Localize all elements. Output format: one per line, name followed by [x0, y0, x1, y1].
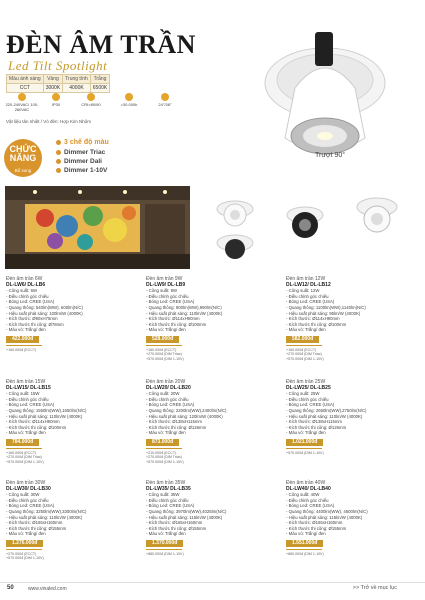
spec-line: - Bóng Led: CREE (USA)	[286, 503, 335, 509]
cct-header-cell: Trung tính	[63, 75, 91, 84]
product-code: DL-LW25/ DL-LB25	[286, 384, 331, 391]
price-option: +270.000đ (ECCT)	[6, 551, 37, 556]
spec-line: - Kích thước: Ø114xH90mm	[146, 316, 200, 322]
divider	[146, 549, 182, 550]
spec-label: IP30	[51, 102, 61, 107]
spec-label: >30.000h	[120, 102, 138, 107]
spec-line: - Quang thông: 3970lm(WW),4025lm(N/C)	[146, 508, 227, 514]
spotlight-main-image	[255, 28, 400, 168]
spec-line: - Điều chỉnh góc chiếu	[286, 293, 329, 299]
product-card	[146, 481, 264, 556]
spec-line: - Quang thông: 540lm(WW), 600lm(N/C)	[6, 304, 83, 310]
spec-label: 24°/38°	[158, 102, 172, 107]
product-code: DL-LW40/ DL-LB40	[286, 485, 331, 492]
page-number: 50	[7, 585, 14, 591]
spec-line: - Quang thông: 4400lm(WW), 4600lm(N/C)	[286, 508, 368, 514]
bullet-icon	[56, 140, 61, 145]
spec-line: - Hiệu suất phát sáng: 110lm/W (4000K)	[6, 514, 83, 520]
spec-line: - Điều chỉnh góc chiếu	[146, 293, 189, 299]
cct-table	[6, 74, 110, 93]
price-tag: 784.000đ	[6, 439, 39, 446]
feature-heading	[56, 139, 109, 146]
product-name: Đèn âm trần 6W	[6, 276, 43, 282]
angle-icon	[161, 93, 169, 101]
spec-line: - Hiệu suất phát sáng: 110lm/W (4000K)	[6, 413, 83, 419]
spec-line: - Kích thước thi công: Ø100mm	[146, 321, 207, 327]
divider	[286, 549, 322, 550]
spec-line: - Bóng Led: CREE (USA)	[146, 503, 195, 509]
feature-badge-sub: Bổ sung	[14, 168, 32, 173]
spec-line: - Kích thước thi công: Ø155mm	[6, 525, 67, 531]
spec-line: - Kích thước thi công: Ø126mm	[146, 424, 207, 430]
cct-cell: CCT	[7, 84, 44, 93]
spec-line: - Hiệu suất phát sáng: 115lm/W (4000K)	[146, 514, 223, 520]
material-note: Vật liệu tản nhiệt / Vỏ đèn: Hợp Kim Nhôm	[6, 119, 91, 124]
spec-line: - Màu vỏ: Trắng/ đen	[286, 430, 326, 436]
feature-mode-text: Dimmer 1-10V	[64, 167, 108, 174]
spec-line: - Màu vỏ: Trắng/ đen	[6, 327, 46, 333]
product-code: DL-LW35/ DL-LB35	[146, 485, 191, 492]
spec-line: - Điều chỉnh góc chiếu	[146, 396, 189, 402]
price-tag: 1.021.000đ	[286, 439, 323, 446]
product-card	[286, 481, 404, 556]
cct-cell: 3000K	[43, 84, 62, 93]
spec-line: - Hiệu suất phát sáng: 95lm/W (4000K)	[286, 310, 361, 316]
feature-badge	[4, 139, 42, 177]
spec-line: - Hiệu suất phát sáng: 110lm/W (4000K)	[286, 413, 363, 419]
website-link[interactable]: www.vinaled.com	[28, 586, 67, 592]
price-tag: 1.370.000đ	[146, 540, 183, 547]
bullet-icon	[56, 150, 61, 155]
spec-line: - Hiệu suất phát sáng: 100lm/W (4000K)	[6, 310, 83, 316]
divider	[6, 448, 42, 449]
spec-line: - Công suất: 40W	[286, 492, 320, 498]
product-card	[6, 481, 124, 561]
spec-line: - Kích thước: Ø138xH115mm	[146, 419, 203, 425]
price-option: +160.000đ (ECCT)	[6, 450, 37, 455]
spec-label: 220-240VAC/ 100-260VAC	[5, 102, 39, 112]
spec-line: - Kích thước thi công: Ø155mm	[146, 525, 207, 531]
spec-cri	[74, 93, 108, 107]
spec-line: - Bóng Led: CREE (USA)	[286, 402, 335, 408]
price-tag: 582.000đ	[286, 336, 319, 343]
product-name: Đèn âm trần 15W	[6, 379, 46, 385]
page-title: ĐÈN ÂM TRẦN	[6, 30, 196, 59]
product-code: DL-LW20/ DL-LB20	[146, 384, 191, 391]
spec-line: - Công suất: 20W	[146, 391, 180, 397]
spec-line: - Hiệu suất phát sáng: 115lm/W (4000K)	[286, 514, 363, 520]
price-option: +570.000đ (DIM 1-10V)	[146, 459, 184, 464]
spec-line: - Điều chỉnh góc chiếu	[6, 293, 49, 299]
spec-line: - Bóng Led: CREE (USA)	[6, 503, 55, 509]
feature-mode-text: Dimmer Dali	[64, 158, 102, 165]
product-name: Đèn âm trần 35W	[146, 480, 186, 486]
spec-line: - Bóng Led: CREE (USA)	[146, 402, 195, 408]
spec-line: - Màu vỏ: Trắng/ đen	[6, 531, 46, 537]
lightning-icon	[18, 93, 26, 101]
product-name: Đèn âm trần 12W	[286, 276, 326, 282]
spec-line: - Kích thước: Ø114xH90mm	[286, 316, 340, 322]
price-option: +160.000đ (ECCT)	[6, 347, 37, 352]
price-option: +270.000đ (DIM Triac)	[146, 352, 182, 357]
divider	[6, 549, 42, 550]
clock-icon	[125, 93, 133, 101]
price-option: +880.000đ (DIM 1-10V)	[146, 551, 184, 556]
cct-header-cell: Trắng	[90, 75, 109, 84]
price-tag: 422.000đ	[6, 336, 39, 343]
product-card	[6, 380, 124, 464]
price-option: +270.000đ (DIM Triac)	[286, 352, 322, 357]
price-option: +160.000đ (ECCT)	[146, 347, 177, 352]
price-tag: 1.276.000đ	[6, 540, 43, 547]
spec-voltage	[4, 93, 40, 112]
product-name: Đèn âm trần 40W	[286, 480, 326, 486]
spec-line: - Công suất: 25W	[286, 391, 320, 397]
price-option: +570.000đ (DIM 1-10V)	[146, 356, 184, 361]
bullet-icon	[56, 159, 61, 164]
product-card	[6, 277, 124, 352]
feature-mode	[56, 167, 107, 174]
spec-line: - Công suất: 15W	[6, 391, 40, 397]
spec-line: - Điều chỉnh góc chiếu	[286, 396, 329, 402]
price-tag: 873.000đ	[146, 439, 179, 446]
product-card	[286, 277, 404, 361]
price-option: +570.000đ (DIM 1-10V)	[6, 459, 44, 464]
sun-icon	[87, 93, 95, 101]
price-tag: 1.551.000đ	[286, 540, 323, 547]
spec-line: - Màu vỏ: Trắng/ đen	[146, 327, 186, 333]
spec-line: - Màu vỏ: Trắng/ đen	[286, 531, 326, 537]
product-code: DL-LW15/ DL-LB15	[6, 384, 51, 391]
spec-line: - Điều chỉnh góc chiếu	[6, 497, 49, 503]
spec-line: - Kích thước thi công: Ø155mm	[286, 525, 347, 531]
price-option: +160.000đ (ECCT)	[286, 347, 317, 352]
price-tag: 528.000đ	[146, 336, 179, 343]
spec-beam-angle	[148, 93, 182, 107]
price-option: +270.000đ (DIM Triac)	[6, 455, 42, 460]
spec-line: - Màu vỏ: Trắng/ đen	[146, 430, 186, 436]
cct-header-cell: Vàng	[43, 75, 62, 84]
spec-line: - Quang thông: 2200lm(WW),2400lm(N/C)	[146, 407, 227, 413]
spec-line: - Màu vỏ: Trắng/ đen	[286, 327, 326, 333]
product-name: Đèn âm trần 9W	[146, 276, 183, 282]
feature-mode	[56, 158, 102, 165]
spec-lifetime	[112, 93, 146, 107]
spec-line: - Kích thước thi công: Ø100mm	[6, 424, 67, 430]
price-option: +570.000đ (DIM 1-10V)	[286, 356, 324, 361]
feature-mode-text: Dimmer Triac	[64, 149, 106, 156]
product-card	[146, 277, 264, 361]
spec-line: - Kích thước: Ø138xH115mm	[286, 419, 343, 425]
rotation-label: Trượt 90°	[315, 152, 346, 159]
interior-photo	[5, 186, 190, 269]
spec-line: - Quang thông: 1100lm(WW),1140lm(N/C)	[286, 304, 366, 310]
product-card	[146, 380, 264, 464]
footer-divider	[0, 582, 425, 583]
cct-header-cell: Màu ánh sáng	[7, 75, 44, 84]
spec-line: - Kích thước thi công: Ø78mm	[6, 321, 64, 327]
spec-line: - Công suất: 35W	[146, 492, 180, 498]
spec-line: - Điều chỉnh góc chiếu	[286, 497, 329, 503]
spec-label: CRI>80/90	[81, 102, 101, 107]
spec-line: - Quang thông: 1550lm(WW),1650lm(N/C)	[6, 407, 87, 413]
spec-ip	[42, 93, 70, 107]
product-card	[286, 380, 404, 455]
spec-line: - Màu vỏ: Trắng/ đen	[6, 430, 46, 436]
spec-line: - Kích thước: Ø90xH75mm	[6, 316, 58, 322]
feature-badge-title: CHỨC NĂNG	[9, 144, 37, 163]
spec-line: - Màu vỏ: Trắng/ đen	[146, 531, 186, 537]
back-to-toc-link[interactable]: >> Trở về mục lục	[352, 585, 397, 591]
product-name: Đèn âm trần 20W	[146, 379, 186, 385]
spec-line: - Kích thước thi công: Ø100mm	[286, 321, 347, 327]
page-subtitle: Led Tilt Spotlight	[8, 58, 108, 73]
spec-line: - Công suất: 30W	[6, 492, 40, 498]
product-code: DL-LW6/ DL-LB6	[6, 281, 46, 288]
product-code: DL-LW9/ DL-LB9	[146, 281, 186, 288]
spec-line: - Kích thước: Ø165xH160mm	[146, 520, 203, 526]
spec-line: - Công suất: 12W	[286, 288, 320, 294]
divider	[286, 448, 322, 449]
shield-icon	[52, 93, 60, 101]
spec-line: - Bóng Led: CREE (USA)	[286, 299, 335, 305]
feature-mode	[56, 149, 105, 156]
spec-line: - Quang thông: 900lm(WW),990lm(N/C)	[146, 304, 222, 310]
divider	[6, 345, 42, 346]
cct-cell: 4000K	[63, 84, 91, 93]
spec-line: - Bóng Led: CREE (USA)	[6, 402, 55, 408]
feature-heading-text: 3 chế độ màu	[64, 139, 109, 146]
cct-cell: 6500K	[90, 84, 109, 93]
spotlight-variants-image	[195, 185, 420, 265]
spec-line: - Kích thước: Ø165xH160mm	[286, 520, 343, 526]
spec-line: - Kích thước: Ø165xH160mm	[6, 520, 63, 526]
divider	[146, 345, 182, 346]
divider	[146, 448, 182, 449]
product-code: DL-LW30/ DL-LB30	[6, 485, 51, 492]
spec-icons	[4, 93, 194, 115]
price-option: +270.000đ (DIM Triac)	[146, 455, 182, 460]
product-name: Đèn âm trần 25W	[286, 379, 326, 385]
spec-line: - Quang thông: 3250lm(WW),3300lm(N/C)	[6, 508, 87, 514]
spec-line: - Điều chỉnh góc chiếu	[6, 396, 49, 402]
spec-line: - Quang thông: 2650lm(WW),2750lm(N/C)	[286, 407, 367, 413]
product-code: DL-LW12/ DL-LB12	[286, 281, 331, 288]
spec-line: - Kích thước thi công: Ø126mm	[286, 424, 347, 430]
price-option: +570.000đ (DIM 1-10V)	[286, 450, 324, 455]
spec-line: - Kích thước: Ø114xH90mm	[6, 419, 60, 425]
price-option: +570.000đ (DIM 1-10V)	[6, 556, 44, 561]
spec-line: - Bóng Led: CREE (USA)	[6, 299, 55, 305]
spec-line: - Bóng Led: CREE (USA)	[146, 299, 195, 305]
bullet-icon	[56, 168, 61, 173]
spec-line: - Công suất: 6W	[6, 288, 38, 294]
spec-line: - Hiệu suất phát sáng: 110lm/W (4000K)	[146, 310, 223, 316]
spec-line: - Công suất: 9W	[146, 288, 178, 294]
price-option: +880.000đ (DIM 1-10V)	[286, 551, 324, 556]
spec-line: - Điều chỉnh góc chiếu	[146, 497, 189, 503]
spec-line: - Hiệu suất phát sáng: 120lm/W (4000K)	[146, 413, 223, 419]
divider	[286, 345, 322, 346]
price-option: +210.000đ (ECCT)	[146, 450, 177, 455]
product-name: Đèn âm trần 30W	[6, 480, 46, 486]
